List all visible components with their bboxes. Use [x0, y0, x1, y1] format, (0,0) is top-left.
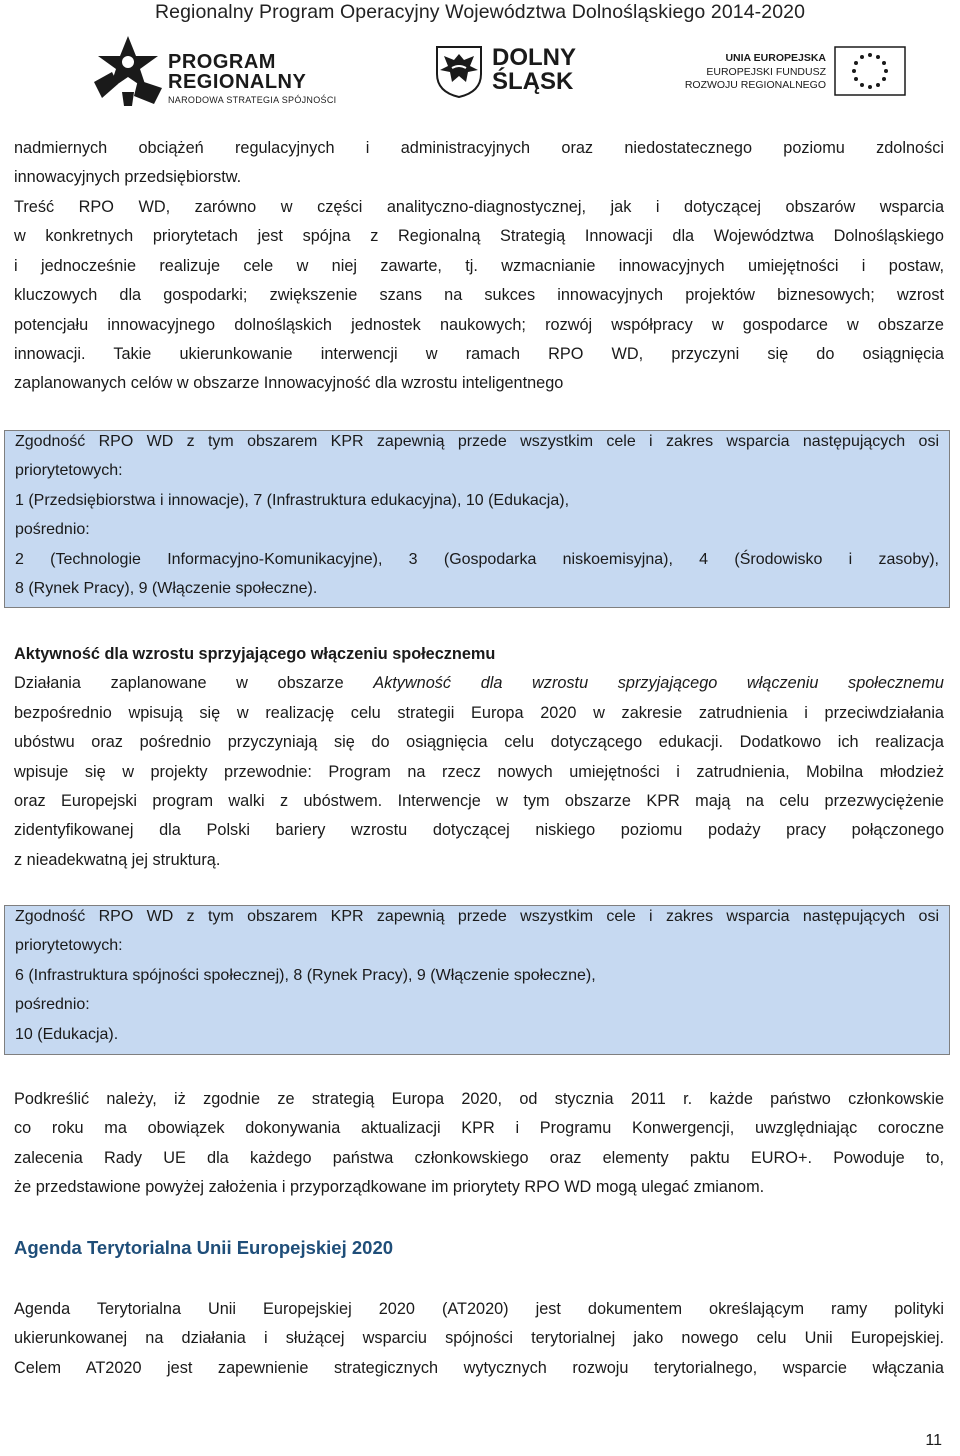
section-3-body: [14, 1295, 944, 1383]
text-line: wpisuje się w projekty przewodnie: Program na rzecz nowych umiejętności i zatrudnienia, Mobilna młodzież: [14, 762, 944, 781]
text-line: ukierunkowanej na działania i służącej wsparciu spójności terytorialnej jako nowego celu Unii Europejskiej.: [14, 1329, 944, 1348]
program-logo-line3: NARODOWA STRATEGIA SPÓJNOŚCI: [168, 95, 337, 105]
paragraph-3: [14, 1085, 944, 1203]
text-line: ubóstwu oraz pośrednio przyczyniają się do osiągnięcia celu dotyczącego edukacji. Dodatkowo ich realizacja: [14, 733, 944, 752]
text-line: innowacji. Takie ukierunkowanie interwencji w ramach RPO WD, przyczyni się do osiągnięcia: [14, 344, 944, 363]
text-line: [14, 669, 944, 698]
text-line: że przedstawione powyżej założenia i przyporządkowane im priorytety RPO WD mogą ulegać zmianom.: [14, 1178, 765, 1197]
program-regionalny-logo: [88, 32, 368, 110]
text-line: innowacyjnych przedsiębiorstw.: [14, 168, 242, 187]
page-number: 11: [925, 1432, 942, 1449]
text-line: pośrednio:: [15, 996, 90, 1014]
text-line: bezpośrednio wpisują się w realizację celu strategii Europa 2020 w zakresie zatrudnienia i przeciwdziałania: [14, 703, 944, 722]
text-line: priorytetowych:: [15, 937, 123, 955]
eu-flag-icon: [834, 46, 906, 96]
text-line: i jednocześnie realizuje cele w niej zawarte, tj. wzmacnianie innowacyjnych umiejętności i postaw,: [14, 256, 944, 275]
text-line: zidentyfikowanej dla Polski bariery wzrostu dotyczącej niskiego poziomu podaży pracy połączonego: [14, 821, 944, 840]
text-line: Celem AT2020 jest zapewnienie strategicznych wytycznych rozwoju terytorialnego, wsparcie włączania: [14, 1358, 944, 1377]
text-line: z nieadekwatną jej strukturą.: [14, 850, 221, 869]
text-line: priorytetowych:: [15, 462, 123, 480]
text-line: potencjału innowacyjnego dolnośląskich jednostek naukowych; rozwój współpracy w gospodarce w obszarze: [14, 315, 944, 334]
eu-fund-logo: [676, 42, 912, 102]
text-line: 2 (Technologie Informacyjno-Komunikacyjne), 3 (Gospodarka niskoemisyjna), 4 (Środowisko i zasoby),: [15, 550, 939, 568]
text-line: 10 (Edukacja).: [15, 1025, 119, 1043]
text-line: Treść RPO WD, zarówno w części analityczno-diagnostycznej, jak i dotyczącej obszarów wsparcia: [14, 198, 944, 216]
text-line: 1 (Przedsiębiorstwa i innowacje), 7 (Infrastruktura edukacyjna), 10 (Edukacja),: [15, 491, 570, 509]
section-2: [14, 640, 944, 875]
text-line: oraz Europejski program walki z ubóstwem. Interwencje w tym obszarze KPR mają na celu przezwyciężenie: [14, 791, 944, 810]
paragraph-1: [14, 134, 944, 193]
text-line: Zgodność RPO WD z tym obszarem KPR zapewnią przede wszystkim cele i zakres wsparcia następujących osi: [15, 908, 939, 925]
eu-logo-line2: EUROPEJSKI FUNDUSZ: [706, 66, 826, 78]
compliance-box-1: [4, 430, 950, 608]
text-line: zaplanowanych celów w obszarze Innowacyjność dla wzrostu inteligentnego: [14, 374, 564, 393]
text-line: 6 (Infrastruktura spójności społecznej), 8 (Rynek Pracy), 9 (Włączenie społeczne),: [15, 966, 596, 984]
text-line: zalecenia Rady UE dla każdego państwa członkowskiego oraz elementy paktu EURO+. Powoduje to,: [14, 1148, 944, 1167]
program-regionalny-emblem-icon: [88, 32, 168, 108]
program-logo-line2: REGIONALNY: [168, 71, 307, 93]
logo-bar: [0, 28, 960, 110]
text-line: pośrednio:: [15, 521, 90, 539]
text-line: kluczowych dla gospodarki; zwiększenie szans na sukces innowacyjnych projektów biznesowych; wzrost: [14, 286, 944, 305]
text-line: 8 (Rynek Pracy), 9 (Włączenie społeczne).: [15, 579, 318, 597]
italic-fragment: Aktywność dla wzrostu sprzyjającego włączeniu społecznemu: [373, 674, 944, 693]
text-line: Podkreślić należy, iż zgodnie ze strategią Europa 2020, od stycznia 2011 r. każde państwo członkowskie: [14, 1090, 944, 1108]
text-line: nadmiernych obciążeń regulacyjnych i administracyjnych oraz niedostatecznego poziomu zdolności: [14, 139, 944, 157]
dolny-logo-line2: ŚLĄSK: [492, 68, 574, 95]
dolny-slask-logo: [434, 44, 614, 100]
compliance-box-2: [4, 905, 950, 1055]
section-3: [14, 1233, 944, 1262]
text-line: Zgodność RPO WD z tym obszarem KPR zapewnią przede wszystkim cele i zakres wsparcia następujących osi: [15, 433, 939, 450]
program-logo-line1: PROGRAM: [168, 51, 276, 73]
eu-logo-line1: UNIA EUROPEJSKA: [725, 52, 826, 64]
eu-logo-line3: ROZWOJU REGIONALNEGO: [684, 79, 826, 91]
text-line: w konkretnych priorytetach jest spójna z Regionalną Strategią Innowacji dla Województwa Dolnośląskiego: [14, 227, 944, 246]
text-fragment: Działania zaplanowane w obszarze: [14, 674, 374, 693]
paragraph-2: [14, 193, 944, 399]
text-line: co roku ma obowiązek dokonywania aktualizacji KPR i Programu Konwergencji, uwzględniając coroczne: [14, 1119, 944, 1138]
section-heading: Aktywność dla wzrostu sprzyjającego włączeniu społecznemu: [14, 645, 496, 663]
page-header-title: Regionalny Program Operacyjny Województwa Dolnośląskiego 2014-2020: [154, 1, 806, 23]
text-line: Agenda Terytorialna Unii Europejskiej 2020 (AT2020) jest dokumentem określającym ramy polityki: [14, 1300, 944, 1318]
section-heading: Agenda Terytorialna Unii Europejskiej 2020: [14, 1237, 394, 1258]
eagle-crest-icon: [434, 44, 484, 98]
dolny-logo-line1: DOLNY: [492, 44, 576, 71]
